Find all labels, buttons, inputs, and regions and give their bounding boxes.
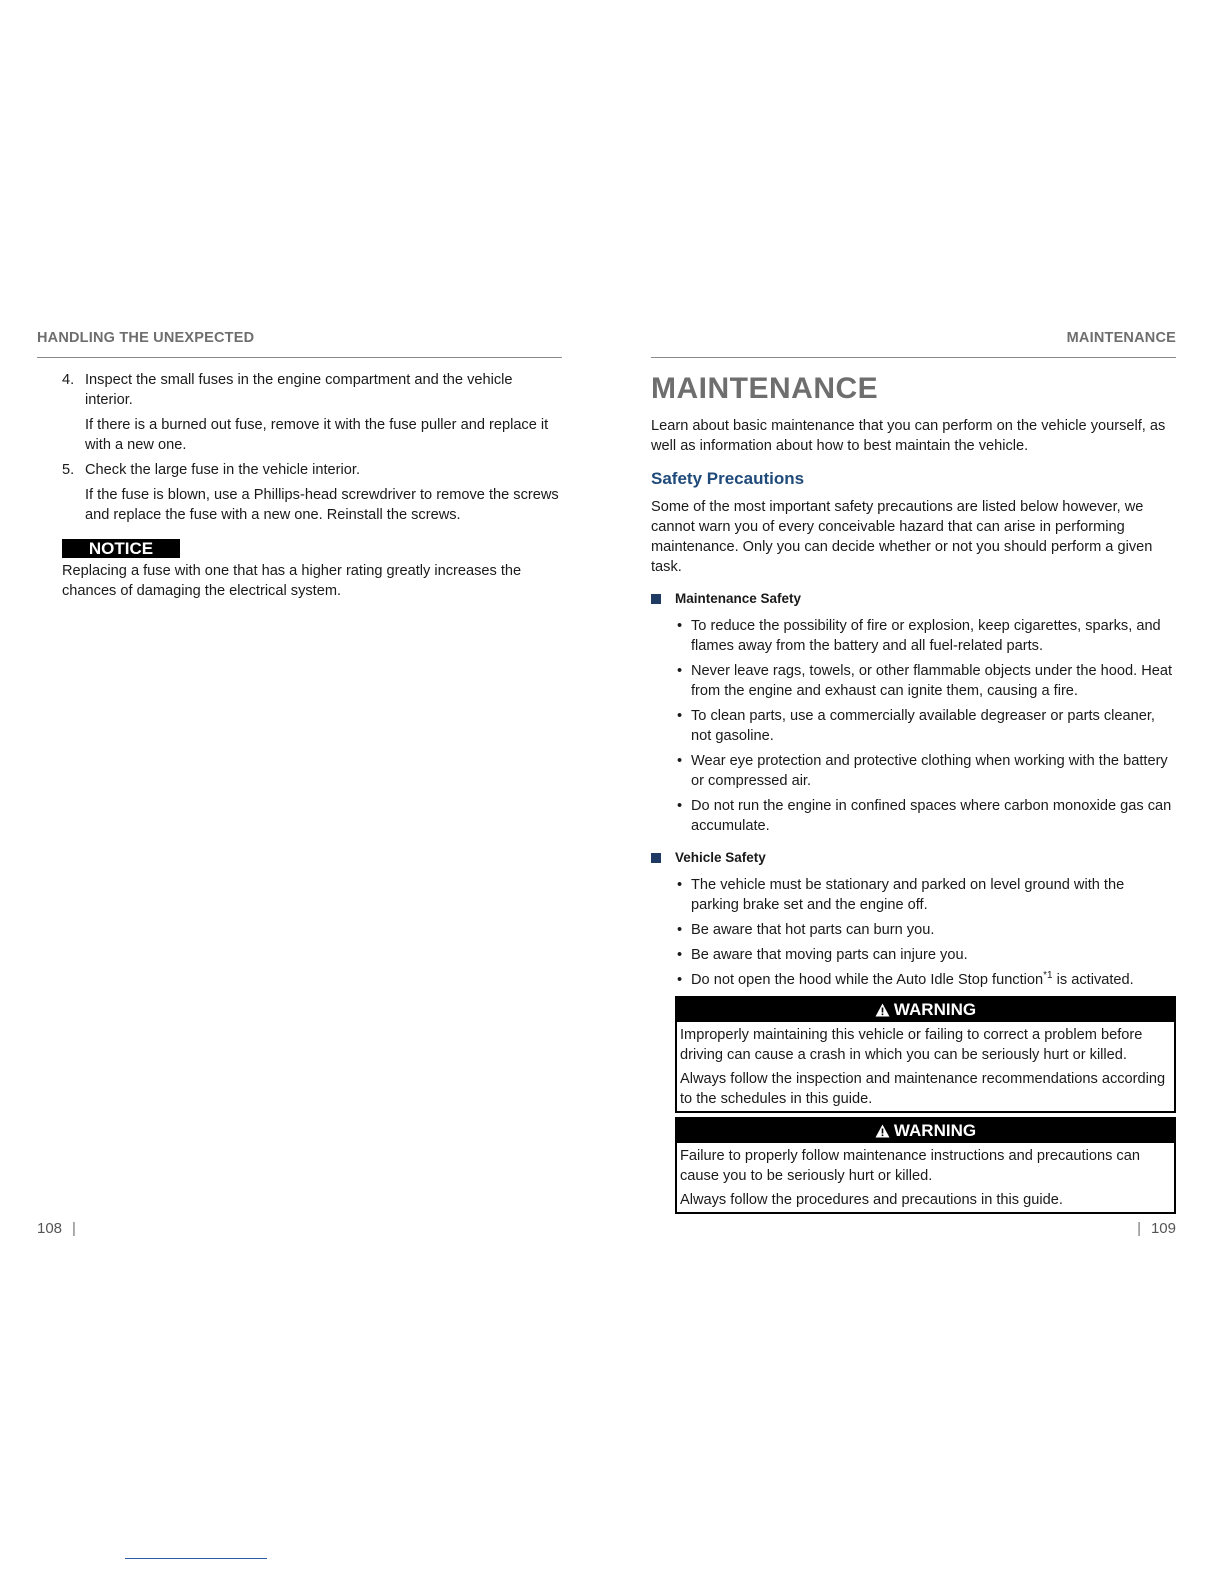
notice-box — [62, 539, 562, 601]
step-detail: If there is a burned out fuse, remove it with the fuse puller and replace it with a new one. — [85, 417, 549, 453]
warning-paragraph: Always follow the procedures and precautions in this guide. — [680, 1192, 1063, 1208]
warning-body — [677, 1022, 1174, 1111]
left-page — [37, 330, 562, 601]
page-title: MAINTENANCE — [651, 372, 879, 405]
page-number-right — [1127, 1220, 1176, 1237]
bullet-icon: • — [677, 922, 683, 938]
warning-label: WARNING — [893, 1000, 977, 1019]
warning-paragraph: Improperly maintaining this vehicle or failing to correct a problem before driving can cause a crash in which you can be seriously hurt or killed. — [680, 1027, 1143, 1063]
step-item — [62, 460, 562, 525]
step-item — [62, 370, 562, 455]
list-item-text-part: is activated. — [1052, 972, 1134, 988]
list-item — [677, 706, 1176, 746]
divider — [125, 1558, 267, 1559]
list-item — [677, 875, 1176, 915]
bullet-icon: • — [677, 798, 683, 814]
subheading-vehicle-safety — [651, 849, 1176, 867]
running-head-left: HANDLING THE UNEXPECTED — [37, 330, 562, 358]
page-number: 109 — [1150, 1220, 1176, 1237]
list-item — [677, 796, 1176, 836]
list-item-text: Be aware that moving parts can injure you. — [691, 947, 968, 963]
bullet-icon: • — [677, 663, 683, 679]
list-item-text: To reduce the possibility of fire or explosion, keep cigarettes, sparks, and flames away from the battery and all fuel-related parts. — [691, 618, 1161, 654]
square-icon — [651, 853, 661, 863]
bullet-icon: • — [677, 753, 683, 769]
list-item-text: Be aware that hot parts can burn you. — [691, 922, 935, 938]
subheading-label: Vehicle Safety — [675, 850, 766, 865]
maintenance-safety-list — [651, 616, 1176, 836]
folio-divider: | — [72, 1220, 76, 1237]
page-number-left — [37, 1220, 86, 1237]
warning-header — [677, 1119, 1174, 1143]
bullet-icon: • — [677, 618, 683, 634]
vehicle-safety-list — [651, 875, 1176, 990]
list-item-text: Do not run the engine in confined spaces where carbon monoxide gas can accumulate. — [691, 798, 1172, 834]
intro-paragraph: Learn about basic maintenance that you can perform on the vehicle yourself, as well as information about how to best maintain the vehicle. — [651, 418, 1166, 454]
notice-text: Replacing a fuse with one that has a higher rating greatly increases the chances of damaging the electrical system. — [62, 563, 522, 599]
list-item-text: To clean parts, use a commercially available degreaser or parts cleaner, not gasoline. — [691, 708, 1155, 744]
notice-label: NOTICE — [62, 539, 180, 558]
step-number: 5. — [62, 462, 75, 478]
subheading-maintenance-safety — [651, 590, 1176, 608]
bullet-icon: • — [677, 947, 683, 963]
step-text: Inspect the small fuses in the engine compartment and the vehicle interior. — [85, 372, 513, 408]
list-item-text-part: Do not open the hood while the Auto Idle Stop function — [691, 972, 1044, 988]
bullet-icon: • — [677, 708, 683, 724]
bullet-icon: • — [677, 877, 683, 893]
section-heading: Safety Precautions — [651, 469, 805, 488]
steps-list — [37, 370, 562, 525]
warning-paragraph: Failure to properly follow maintenance instructions and precautions can cause you to be seriously hurt or killed. — [680, 1148, 1140, 1184]
page-number: 108 — [37, 1220, 63, 1237]
warning-body — [677, 1143, 1174, 1212]
warning-triangle-icon — [875, 1003, 890, 1017]
square-icon — [651, 594, 661, 604]
footnote-marker: *1 — [1043, 970, 1053, 982]
list-item-text: The vehicle must be stationary and parked on level ground with the parking brake set and the engine off. — [691, 877, 1125, 913]
list-item — [677, 920, 1176, 940]
subheading-label: Maintenance Safety — [675, 591, 802, 606]
section-intro: Some of the most important safety precautions are listed below however, we cannot warn you of every conceivable hazard that can arise in performing maintenance. Only you can decide whether or not you should perform a given task. — [651, 499, 1153, 575]
running-head-right: MAINTENANCE — [651, 330, 1176, 358]
step-detail: If the fuse is blown, use a Phillips-head screwdriver to remove the screws and replace the fuse with a new one. Reinstall the screws. — [85, 487, 559, 523]
list-item — [677, 661, 1176, 701]
bullet-icon: • — [677, 972, 683, 988]
warning-paragraph: Always follow the inspection and maintenance recommendations according to the schedules in this guide. — [680, 1071, 1166, 1107]
warning-box — [675, 1117, 1176, 1214]
warning-box — [675, 996, 1176, 1113]
folio-divider: | — [1137, 1220, 1141, 1237]
warning-label: WARNING — [893, 1121, 977, 1140]
list-item-text: Wear eye protection and protective clothing when working with the battery or compressed air. — [691, 753, 1168, 789]
step-number: 4. — [62, 372, 75, 388]
warning-header — [677, 998, 1174, 1022]
right-page — [651, 330, 1176, 1214]
list-item-text — [691, 972, 1134, 988]
step-text: Check the large fuse in the vehicle interior. — [85, 462, 361, 478]
list-item-text: Never leave rags, towels, or other flammable objects under the hood. Heat from the engine and exhaust can ignite them, causing a fire. — [691, 663, 1173, 699]
list-item — [677, 945, 1176, 965]
list-item — [677, 970, 1176, 990]
list-item — [677, 751, 1176, 791]
warning-triangle-icon — [875, 1124, 890, 1138]
list-item — [677, 616, 1176, 656]
